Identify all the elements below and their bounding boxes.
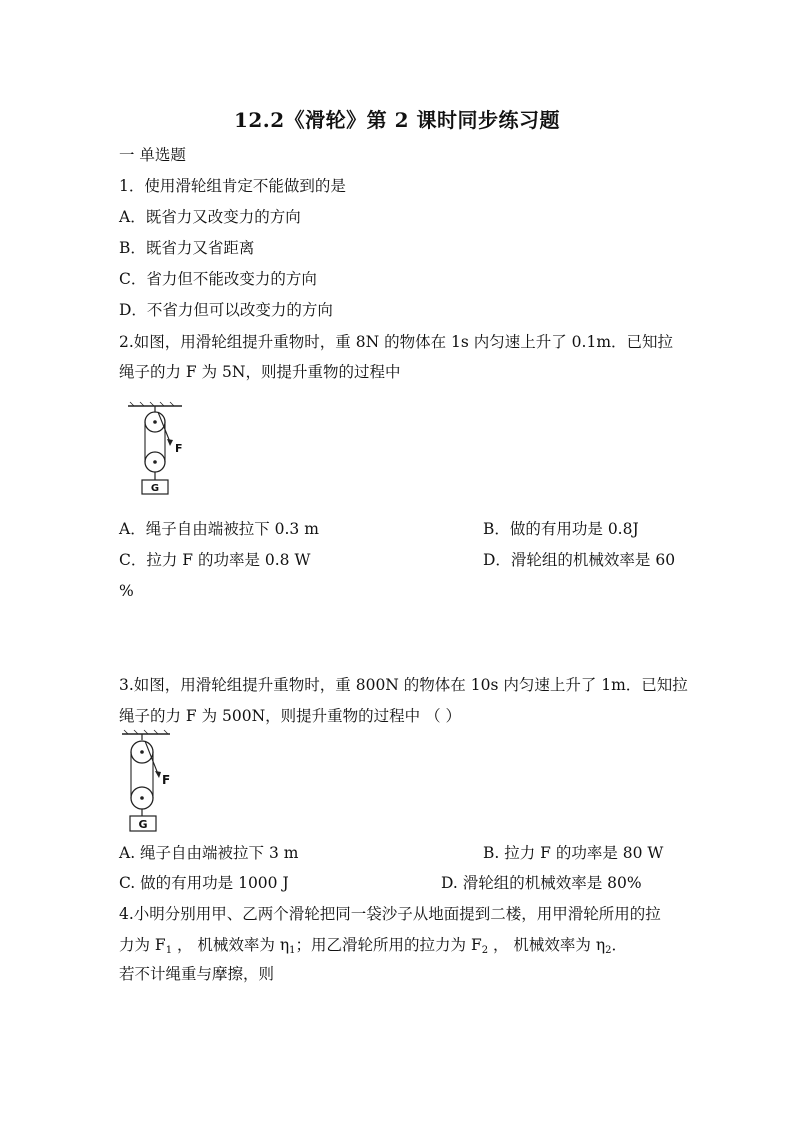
q4-line2 [119, 935, 627, 961]
q3-stem-line1: 3.如图，用滑轮组提升重物时，重 800N 的物体在 10s 内匀速上升了 1m．已知拉 [119, 676, 688, 694]
q3-force-label: F [162, 773, 171, 787]
q4-sub-f1: 1 [165, 945, 173, 956]
q1-option-a: A．既省力又改变力的方向 [119, 208, 301, 226]
q4-line2-part-e: ． [611, 936, 628, 954]
q2-force-label: F [175, 442, 183, 455]
q2-weight-label: G [150, 483, 160, 494]
q4-line2-part-a: 力为 F [119, 936, 166, 954]
q4-sub-eta1: 1 [289, 945, 296, 956]
q1-option-b: B．既省力又省距离 [119, 239, 255, 257]
q4-sub-f2: 2 [481, 945, 489, 956]
q4-sub-eta2: 2 [605, 945, 612, 956]
q1-option-c: C．省力但不能改变力的方向 [119, 270, 317, 288]
q4-line2-part-c: ；用乙滑轮所用的拉力为 F [295, 936, 482, 954]
q4-line2-part-b: ， 机械效率为 η [172, 936, 290, 954]
q3-option-b: B. 拉力 F 的功率是 80 W [483, 844, 664, 862]
q2-stem-line1: 2.如图，用滑轮组提升重物时，重 8N 的物体在 1s 内匀速上升了 0.1m．已知拉 [119, 333, 674, 351]
q4-line2-part-d: ， 机械效率为 η [488, 936, 606, 954]
q2-option-b: B．做的有用功是 0.8J [483, 520, 639, 538]
q3-option-a: A. 绳子自由端被拉下 3 m [119, 844, 299, 862]
q2-pulley-figure [120, 400, 190, 496]
q3-weight-label: G [138, 818, 148, 831]
section-heading: 一 单选题 [119, 146, 186, 164]
q2-stem-line2: 绳子的力 F 为 5N，则提升重物的过程中 [119, 363, 401, 381]
q1-stem: 1．使用滑轮组肯定不能做到的是 [119, 177, 346, 195]
q2-option-a: A．绳子自由端被拉下 0.3 m [119, 520, 319, 538]
q2-option-d-continued: % [119, 582, 134, 600]
q1-option-d: D．不省力但可以改变力的方向 [119, 301, 333, 319]
q2-option-c: C．拉力 F 的功率是 0.8 W [119, 551, 311, 569]
q3-option-c: C. 做的有用功是 1000 J [119, 874, 289, 892]
q2-option-d: D．滑轮组的机械效率是 60 [483, 551, 676, 569]
q4-line3: 若不计绳重与摩擦，则 [119, 965, 275, 983]
q3-stem-line2: 绳子的力 F 为 500N，则提升重物的过程中 （ ） [119, 707, 462, 725]
q3-pulley-figure [118, 728, 190, 834]
q4-line1: 4.小明分别用甲、乙两个滑轮把同一袋沙子从地面提到二楼，用甲滑轮所用的拉 [119, 905, 661, 923]
page-title: 12.2《滑轮》第 2 课时同步练习题 [233, 108, 561, 132]
q3-option-d: D. 滑轮组的机械效率是 80% [441, 874, 642, 892]
